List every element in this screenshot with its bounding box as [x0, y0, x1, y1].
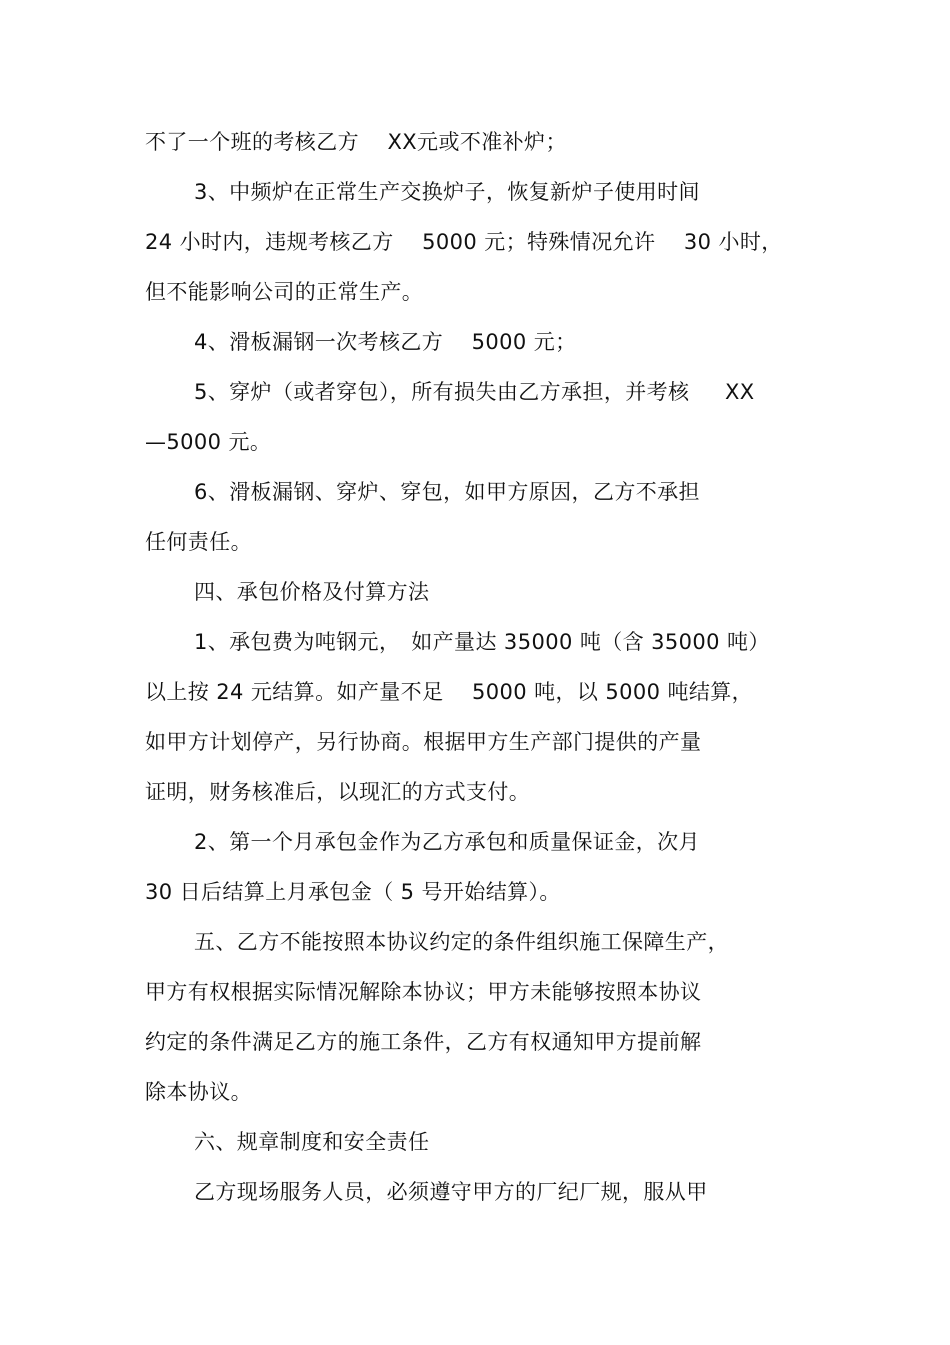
section-heading: 四、承包价格及付算方法 — [194, 580, 430, 604]
text-line: —5000 元。 — [145, 430, 272, 454]
section-heading: 六、规章制度和安全责任 — [194, 1130, 430, 1154]
text-line: 但不能影响公司的正常生产。 — [145, 280, 424, 304]
text-line: 证明，财务核准后，以现汇的方式支付。 — [145, 780, 531, 804]
text-line: 2、第一个月承包金作为乙方承包和质量保证金，次月 — [194, 830, 700, 854]
text-line: 如甲方计划停产，另行协商。根据甲方生产部门提供的产量 — [145, 730, 702, 754]
text-line: 30 日后结算上月承包金（ 5 号开始结算）。 — [145, 880, 561, 904]
text-line: 24 小时内，违规考核乙方 5000 元；特殊情况允许 30 小时， — [145, 230, 783, 254]
text-line: 甲方有权根据实际情况解除本协议；甲方未能够按照本协议 — [145, 980, 702, 1004]
text-line: 6、滑板漏钢、穿炉、穿包，如甲方原因，乙方不承担 — [194, 480, 700, 504]
text-line: 1、承包费为吨钢元， 如产量达 35000 吨（含 35000 吨） — [194, 630, 770, 654]
text-line: 不了一个班的考核乙方 XX元或不准补炉； — [145, 130, 567, 154]
text-line: 约定的条件满足乙方的施工条件，乙方有权通知甲方提前解 — [145, 1030, 702, 1054]
section-heading: 五、乙方不能按照本协议约定的条件组织施工保障生产， — [194, 930, 729, 954]
text-line: 任何责任。 — [145, 530, 252, 554]
text-line: 4、滑板漏钢一次考核乙方 5000 元； — [194, 330, 577, 354]
text-line: 乙方现场服务人员，必须遵守甲方的厂纪厂规，服从甲 — [194, 1180, 708, 1204]
text-line: 除本协议。 — [145, 1080, 252, 1104]
text-line: 5、穿炉（或者穿包），所有损失由乙方承担，并考核 XX — [194, 380, 755, 404]
text-line: 3、中频炉在正常生产交换炉子，恢复新炉子使用时间 — [194, 180, 700, 204]
text-line: 以上按 24 元结算。如产量不足 5000 吨，以 5000 吨结算， — [145, 680, 754, 704]
